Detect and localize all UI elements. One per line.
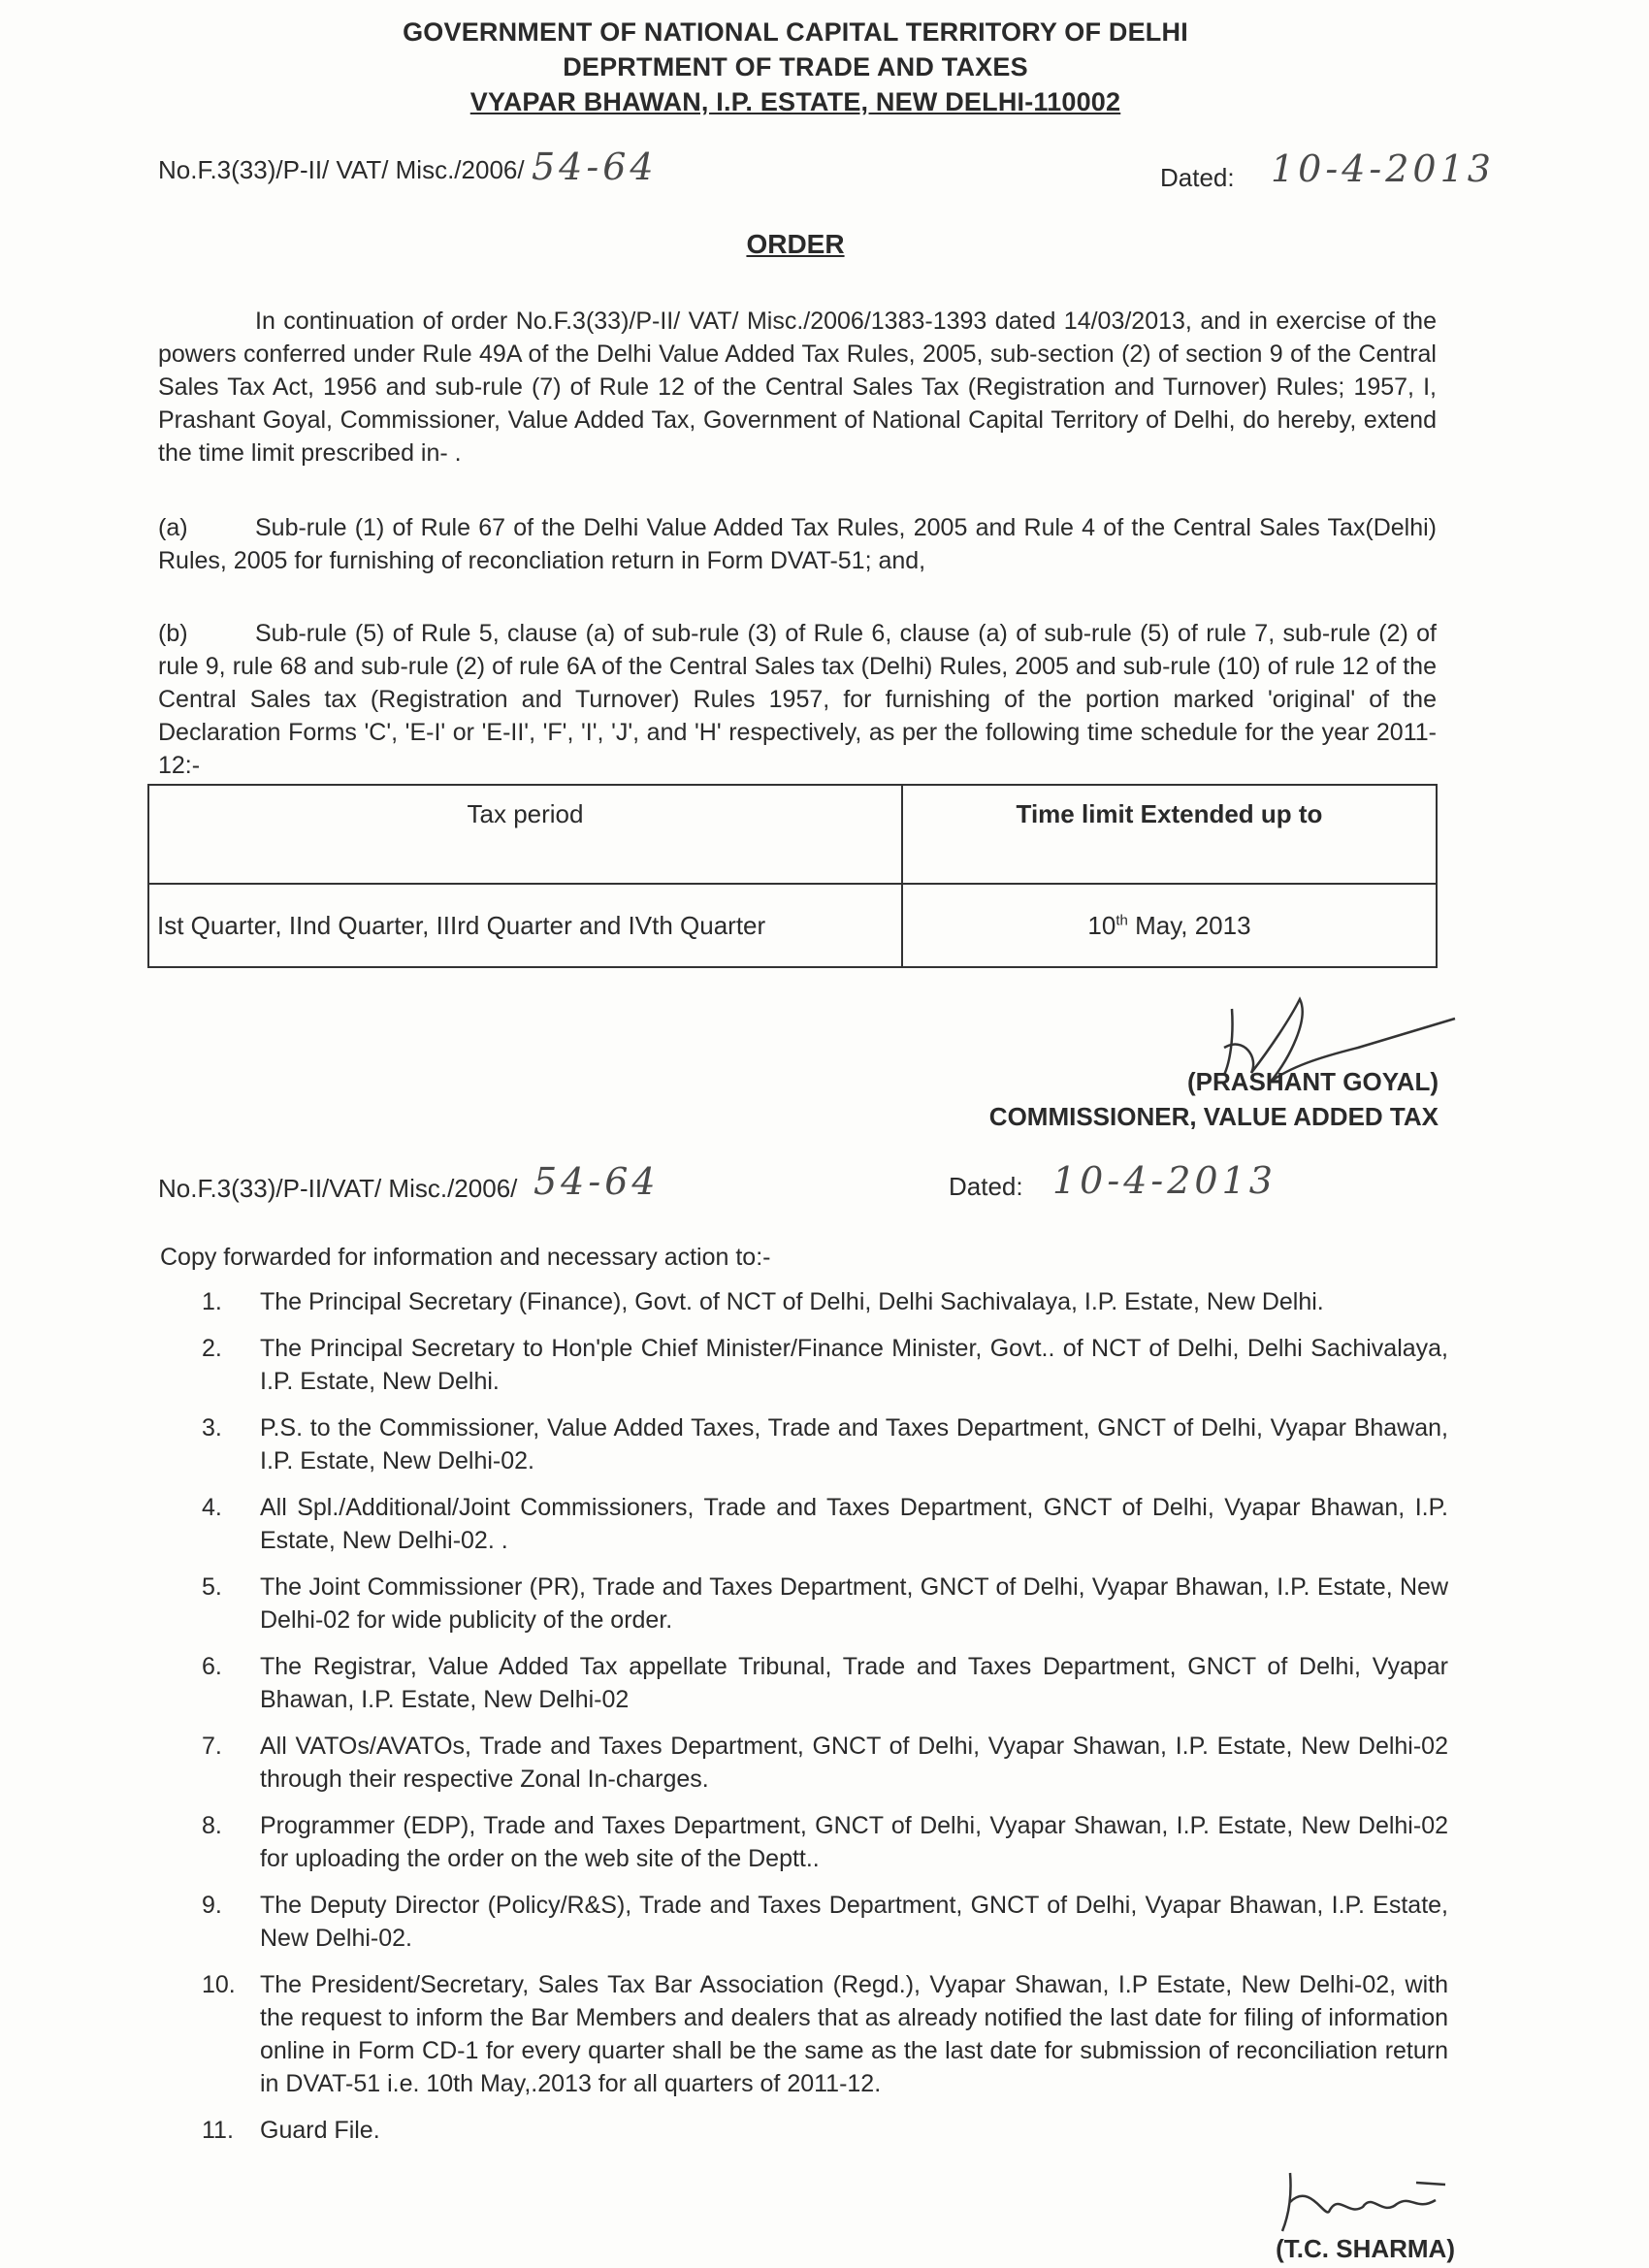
- list-item-number: 5.: [202, 1573, 222, 1601]
- list-item: [202, 1730, 1448, 1796]
- list-item: [202, 1650, 1448, 1716]
- list-item-number: 1.: [202, 1288, 222, 1315]
- copy-reference-number: No.F.3(33)/P-II/VAT/ Misc./2006/: [158, 1174, 518, 1203]
- copy-handwritten-reference-number: 54-64: [534, 1160, 660, 1203]
- header-time-limit: Time limit Extended up to: [902, 785, 1437, 884]
- handwritten-reference-number: 54-64: [532, 146, 658, 188]
- copy-handwritten-date: 10-4-2013: [1052, 1159, 1277, 1202]
- clause-b: [158, 617, 1437, 782]
- distribution-list: [202, 1285, 1448, 2160]
- list-item-text: All Spl./Additional/Joint Commissioners, Trade and Taxes Department, GNCT of Delhi, Vyapar Bhawan, I.P. Estate, New Delhi-02. .: [260, 1494, 1448, 1554]
- list-item: [202, 1491, 1448, 1557]
- list-item-number: 11.: [202, 2117, 234, 2144]
- clause-b-text: Sub-rule (5) of Rule 5, clause (a) of sub-rule (3) of Rule 6, clause (a) of sub-rule (5) of rule 7, sub-rule (2) of rule 9, rule 68 and sub-rule (2) of rule 6A of the Central Sales tax (Delhi) Rules, 2005 and sub-rule (10) of rule 12 of the Central Sales tax (Registration and Turnover) Rules 1957, for furnishing of the portion marked 'original' of the Declaration Forms 'C', 'E-I' or 'E-II', 'F', 'I', 'J', and 'H' respectively, as per the following time schedule for the year 2011-12:-: [158, 620, 1437, 779]
- list-item-text: The Principal Secretary to Hon'ple Chief Minister/Finance Minister, Govt.. of NCT of Delhi, Delhi Sachivalaya, I.P. Estate, New Delhi.: [260, 1335, 1448, 1395]
- list-item-number: 4.: [202, 1494, 222, 1521]
- time-limit-ordinal: th: [1116, 911, 1128, 928]
- header-government: GOVERNMENT OF NATIONAL CAPITAL TERRITORY OF DELHI: [403, 17, 1188, 47]
- table-header-row: [148, 785, 1437, 884]
- clause-b-label: (b): [158, 620, 188, 647]
- list-item-number: 2.: [202, 1335, 222, 1362]
- list-item: [202, 1411, 1448, 1477]
- cell-time-limit: [902, 884, 1437, 967]
- list-item: [202, 1332, 1448, 1398]
- signatory1-name: (PRASHANT GOYAL): [1186, 1067, 1439, 1096]
- signatory2-name: (T.C. SHARMA): [1276, 2234, 1455, 2263]
- header-address-text: VYAPAR BHAWAN, I.P. ESTATE, NEW DELHI-110002: [469, 87, 1121, 116]
- list-item-number: 10.: [202, 1971, 236, 1998]
- clause-a-text: Sub-rule (1) of Rule 67 of the Delhi Value Added Tax Rules, 2005 and Rule 4 of the Central Sales Tax(Delhi) Rules, 2005 for furnishing of reconcliation return in Form DVAT-51; and,: [158, 514, 1437, 574]
- table-row: [148, 884, 1437, 967]
- list-item: [202, 1968, 1448, 2100]
- list-item: [202, 1809, 1448, 1875]
- list-item-text: The President/Secretary, Sales Tax Bar Association (Regd.), Vyapar Shawan, I.P Estate, New Delhi-02, with the request to inform the Bar Members and dealers that as already notified the last date for filing of information online in Form CD-1 for every quarter shall be the same as the last date for submission of reconciliation return in DVAT-51 i.e. 10th May,.2013 for all quarters of 2011-12.: [260, 1971, 1448, 2097]
- list-item-text: The Principal Secretary (Finance), Govt. of NCT of Delhi, Delhi Sachivalaya, I.P. Estate, New Delhi.: [260, 1288, 1324, 1315]
- dated-label: Dated:: [1160, 163, 1235, 192]
- list-item: [202, 1571, 1448, 1636]
- list-item-text: The Deputy Director (Policy/R&S), Trade and Taxes Department, GNCT of Delhi, Vyapar Bhawan, I.P. Estate, New Delhi-02.: [260, 1892, 1448, 1952]
- time-schedule-table: [147, 784, 1438, 968]
- list-item-text: The Registrar, Value Added Tax appellate Tribunal, Trade and Taxes Department, GNCT of Delhi, Vyapar Bhawan, I.P. Estate, New Delhi-02: [260, 1653, 1448, 1713]
- header-address: [0, 87, 1591, 117]
- handwritten-date: 10-4-2013: [1271, 147, 1495, 190]
- clause-a: [158, 511, 1437, 577]
- header-department: DEPRTMENT OF TRADE AND TAXES: [563, 52, 1028, 81]
- deputy-signature: [1271, 2163, 1465, 2241]
- copy-forwarded-intro: Copy forwarded for information and necessary action to:-: [160, 1244, 771, 1271]
- cell-tax-period: Ist Quarter, IInd Quarter, IIIrd Quarter and IVth Quarter: [148, 884, 902, 967]
- list-item-number: 6.: [202, 1653, 222, 1680]
- list-item-number: 9.: [202, 1892, 222, 1919]
- list-item: [202, 1889, 1448, 1955]
- time-limit-day: 10: [1087, 910, 1116, 940]
- order-title: ORDER: [746, 229, 845, 259]
- clause-a-label: (a): [158, 514, 188, 541]
- signatory1-designation: COMMISSIONER, VALUE ADDED TAX: [988, 1102, 1439, 1131]
- reference-number: No.F.3(33)/P-II/ VAT/ Misc./2006/: [158, 155, 525, 184]
- list-item-number: 3.: [202, 1414, 222, 1442]
- header-tax-period: Tax period: [148, 785, 902, 884]
- list-item-number: 7.: [202, 1733, 222, 1760]
- list-item-number: 8.: [202, 1812, 222, 1839]
- list-item: [202, 1285, 1448, 1318]
- order-intro-paragraph: In continuation of order No.F.3(33)/P-II/ VAT/ Misc./2006/1383-1393 dated 14/03/2013, and in exercise of the powers conferred under Rule 49A of the Delhi Value Added Tax Rules, 2005, sub-section (2) of section 9 of the Central Sales Tax Act, 1956 and sub-rule (7) of Rule 12 of the Central Sales Tax (Registration and Turnover) Rules; 1957, I, Prashant Goyal, Commissioner, Value Added Tax, Government of National Capital Territory of Delhi, do hereby, extend the time limit prescribed in- .: [158, 308, 1437, 467]
- list-item-text: Guard File.: [260, 2117, 380, 2144]
- copy-dated-label: Dated:: [949, 1172, 1023, 1201]
- signatory1-block: [873, 1064, 1439, 1134]
- list-item-text: The Joint Commissioner (PR), Trade and Taxes Department, GNCT of Delhi, Vyapar Bhawan, I.P. Estate, New Delhi-02 for wide publicity of the order.: [260, 1573, 1448, 1634]
- list-item-text: P.S. to the Commissioner, Value Added Taxes, Trade and Taxes Department, GNCT of Delhi, Vyapar Bhawan, I.P. Estate, New Delhi-02.: [260, 1414, 1448, 1474]
- list-item-text: All VATOs/AVATOs, Trade and Taxes Department, GNCT of Delhi, Vyapar Shawan, I.P. Estate, New Delhi-02 through their respective Zonal In-charges.: [260, 1733, 1448, 1793]
- time-limit-month-year: May, 2013: [1127, 910, 1251, 940]
- list-item-text: Programmer (EDP), Trade and Taxes Department, GNCT of Delhi, Vyapar Shawan, I.P. Estate, New Delhi-02 for uploading the order on the web site of the Deptt..: [260, 1812, 1448, 1872]
- list-item: [202, 2114, 1448, 2147]
